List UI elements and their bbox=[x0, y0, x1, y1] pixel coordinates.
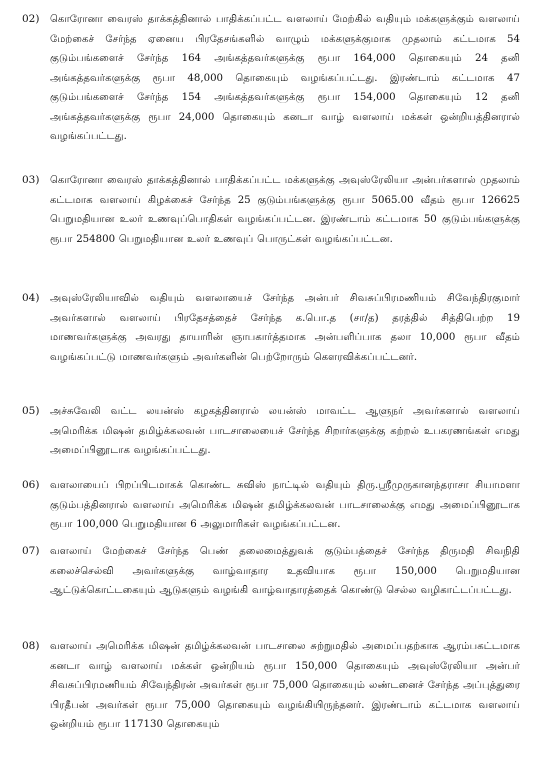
item-number: 08) bbox=[22, 640, 40, 652]
item-number: 05) bbox=[22, 405, 40, 417]
item-number: 06) bbox=[22, 479, 40, 491]
item-number: 07) bbox=[22, 545, 40, 557]
list-item-05 bbox=[22, 402, 520, 461]
list-item-03 bbox=[22, 171, 520, 249]
item-paragraph: வளலாய் மேற்கைச் சேர்ந்த பெண் தலைமைத்துவக் குடும்பத்தைச் சேர்ந்த திருமதி சிவநிதி கலைச்செல்வி அவர்களுக்கு வாழ்வாதார உதவியாக ரூபா 150,000 பெறுமதியான ஆட்டுக்கொட்டகையும் ஆடுகளும் வழங்கி வாழ்வாதாரத்தைக் கொண்டு செல்ல வழிகாட்டப்பட்டது. bbox=[50, 546, 520, 596]
list-item-08 bbox=[22, 637, 520, 735]
item-number: 03) bbox=[22, 174, 40, 186]
list-item-02 bbox=[22, 10, 520, 147]
item-number: 04) bbox=[22, 292, 40, 304]
item-paragraph: அவுஸ்ரேலியாவில் வதியும் வளலாயைச் சேர்ந்த அன்பர் சிவசுப்பிரமணியம் சிவேந்திரகுமார் அவர்களால் வளலாய் பிரதேசத்தைச் சேர்ந்த க.பொ.த (சா/த) தரத்தில் சித்திபெற்ற 19 மாணவர்களுக்கு அவரது தாயாரின் ஞாபகார்த்தமாக அன்பளிப்பாக தலா 10,000 ரூபா வீதம் வழங்கப்பட்டு மாணவர்களும் அவர்களின் பெற்றோரும் கௌரவிக்கப்பட்டனர். bbox=[50, 293, 520, 363]
item-paragraph: வளலாயைப் பிறப்பிடமாகக் கொண்ட சுவிஸ் நாட்டில் வதியும் திரு.ஸ்ரீமுருகானந்தராசா சியாமளா குடும்பத்தினரால் வளலாய் அமெரிக்க மிஷன் தமிழ்க்கலவன் பாடசாலைக்கு எமது அமைப்பினூடாக ரூபா 100,000 பெறுமதியான 6 அலுமாரிகள் வழங்கப்பட்டன. bbox=[50, 480, 520, 530]
list-item-06 bbox=[22, 476, 520, 535]
list-item-04 bbox=[22, 289, 520, 367]
list-item-07 bbox=[22, 542, 520, 601]
item-number: 02) bbox=[22, 13, 40, 25]
item-paragraph: வளலாய் அமெரிக்க மிஷன் தமிழ்க்கலவன் பாடசாலை சுற்றுமதில் அமைப்பதற்காக ஆரம்பகட்டமாக கனடா வாழ் வளலாய் மக்கள் ஒன்றியம் ரூபா 150,000 தொகையும் அவுஸ்ரேலியா அன்பர் சிவசுப்பிரமணியம் சிவேந்திரன் அவர்கள் ரூபா 75,000 தொகையும் லண்டனைச் சேர்ந்த அப்புத்துரை பிரதீபன் அவர்கள் ரூபா 75,000 தொகையும் வழங்கியிருந்தனர். இரண்டாம் கட்டமாக வளலாய் ஒன்றியம் ரூபா 117130 தொகையும் bbox=[50, 641, 520, 730]
item-paragraph: அச்சுவேலி வட்ட லயன்ஸ் கழகத்தினரால் லயன்ஸ் மாவட்ட ஆளுநர் அவர்களால் வளலாய் அமெரிக்க மிஷன் தமிழ்க்கலவன் பாடசாலையைச் சேர்ந்த சிறார்களுக்கு கற்றல் உபகரணங்கள் எமது அமைப்பினூடாக வழங்கப்பட்டது. bbox=[50, 406, 520, 456]
item-paragraph: கொரோனா வைரஸ் தாக்கத்தினால் பாதிக்கப்பட்ட வளலாய் மேற்கில் வதியும் மக்களுக்கும் வளலாய் மேற்கைச் சேர்ந்த ஏனைய பிரதேசங்களில் வாழும் மக்களுக்குமாக முதலாம் கட்டமாக 54 குடும்பங்களைச் சேர்ந்த 164 அங்கத்தவர்களுக்கு ரூபா 164,000 தொகையும் 24 தனி அங்கத்தவர்களுக்கு ரூபா 48,000 தொகையும் வழங்கப்பட்டது. இரண்டாம் கட்டமாக 47 குடும்பங்களைச் சேர்ந்த 154 அங்கத்தவர்களுக்கு ரூபா 154,000 தொகையும் 12 தனி அங்கத்தவர்களுக்கு ரூபா 24,000 தொகையும் கனடா வாழ் வளலாய் மக்கள் ஒன்றியத்தினரால் வழங்கப்பட்டது. bbox=[50, 14, 520, 142]
item-paragraph: கொரோனா வைரஸ் தாக்கத்தினால் பாதிக்கப்பட்ட மக்களுக்கு அவுஸ்ரேலியா அன்பர்களால் முதலாம் கட்டமாக வளலாய் கிழக்கைச் சேர்ந்த 25 குடும்பங்களுக்கு ரூபா 5065.00 வீதம் ரூபா 126625 பெறுமதியான உலர் உணவுப்பொதிகள் வழங்கப்பட்டன. இரண்டாம் கட்டமாக 50 குடும்பங்களுக்கு ரூபா 254800 பெறுமதியான உலர் உணவுப் பொருட்கள் வழங்கப்பட்டன. bbox=[50, 175, 520, 245]
